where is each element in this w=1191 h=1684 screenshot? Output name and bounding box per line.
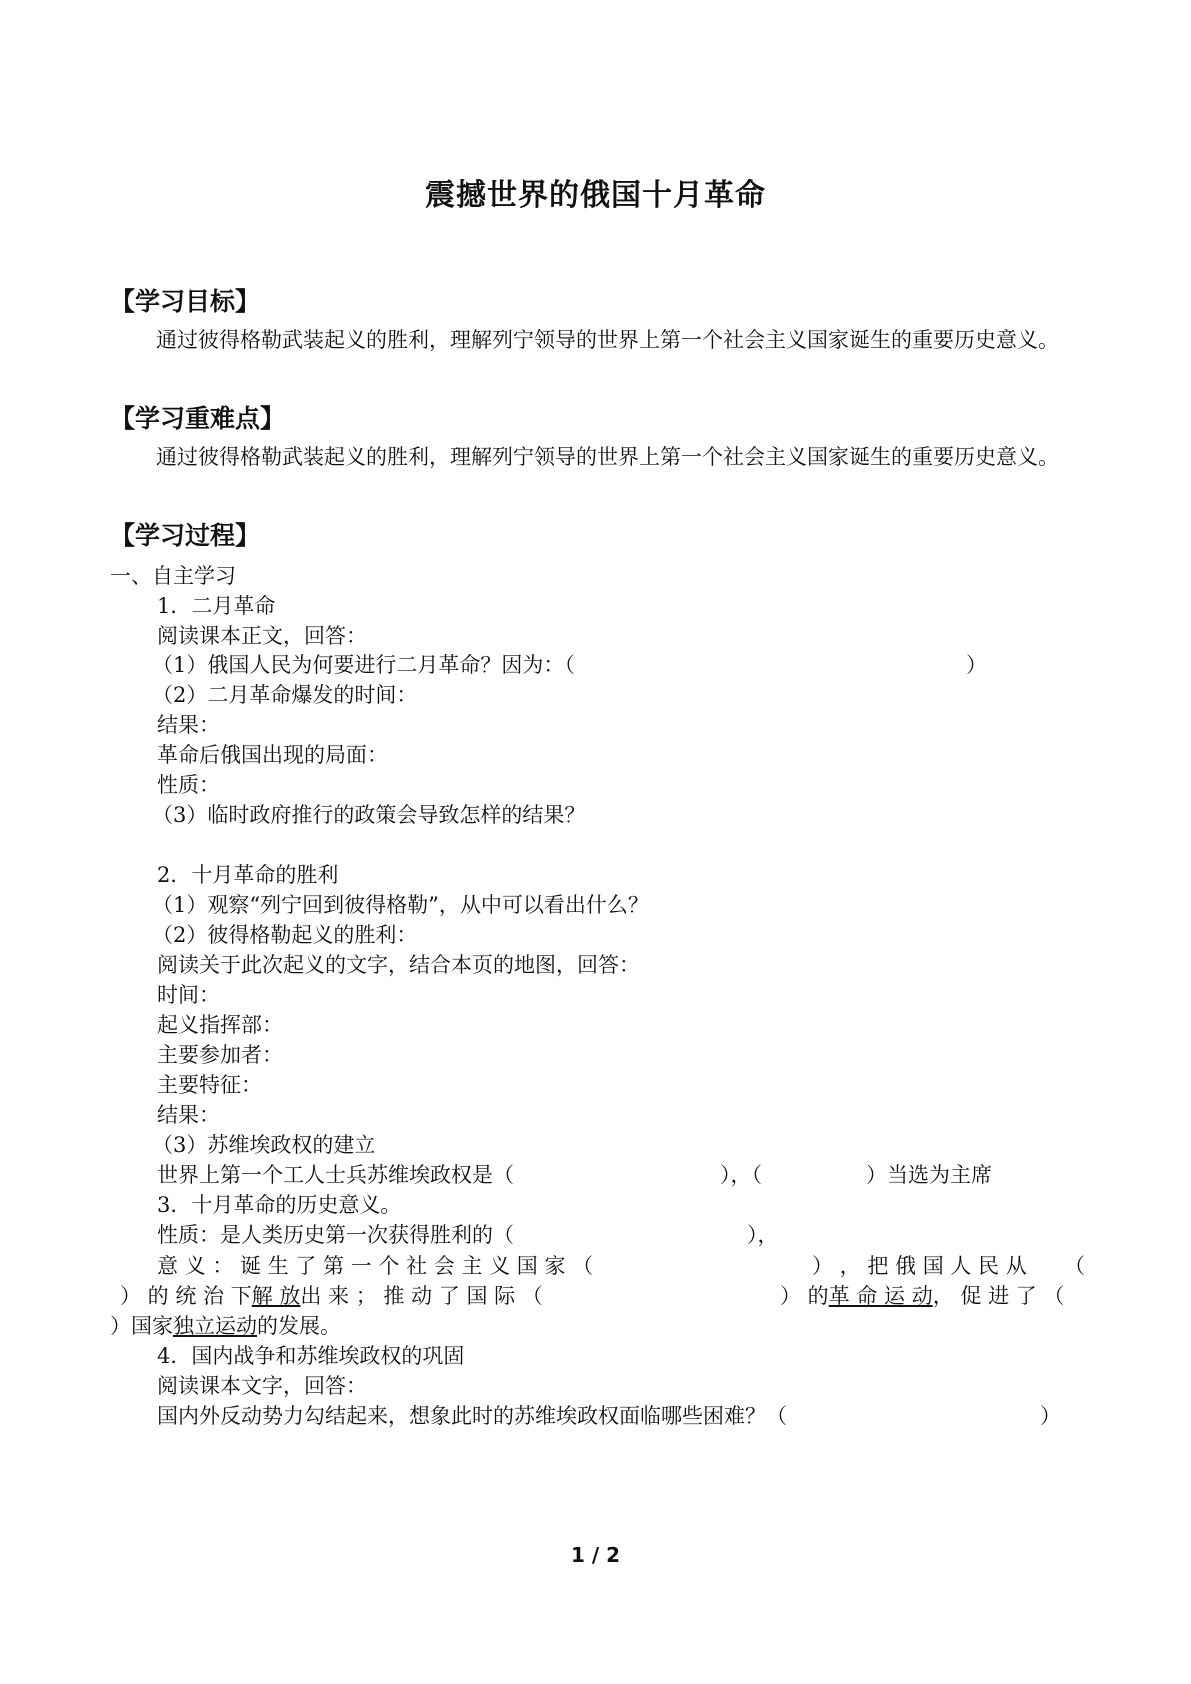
section1-q3: （3）临时政府推行的政策会导致怎样的结果？ bbox=[152, 803, 586, 827]
section3-m3-b: 的发展。 bbox=[257, 1314, 341, 1338]
section3-m3-a: ）国家 bbox=[110, 1314, 173, 1338]
section3-meaning-line3 bbox=[110, 1311, 341, 1341]
section2-soviet-a: 世界上第一个工人士兵苏维埃政权是（ bbox=[157, 1163, 514, 1187]
section2-soviet-b: ），（ bbox=[720, 1163, 762, 1187]
page-number: 1 / 2 bbox=[570, 1543, 621, 1567]
section3-m2-b: 出 来 ； 推 动 了 国 际 （ bbox=[300, 1284, 543, 1308]
section4-question-close: ） bbox=[1040, 1404, 1061, 1428]
section3-nature-a: 性质：是人类历史第一次获得胜利的（ bbox=[157, 1223, 514, 1247]
section3-meaning-a: 意 义 ： 诞 生 了 第 一 个 社 会 主 义 国 家 （ bbox=[157, 1254, 594, 1278]
section1-situation: 革命后俄国出现的局面： bbox=[157, 743, 388, 767]
section3-m2-d: ， 促 进 了 （ bbox=[932, 1284, 1065, 1308]
section2-q2: （2）彼得格勒起义的胜利： bbox=[152, 923, 418, 947]
section2-soviet-c: ）当选为主席 bbox=[866, 1163, 992, 1187]
section3-m2-revolution: 革 命 运 动 bbox=[828, 1284, 933, 1308]
process-heading: 【学习过程】 bbox=[110, 521, 261, 550]
section2-hq: 起义指挥部： bbox=[157, 1013, 283, 1037]
page-title: 震撼世界的俄国十月革命 bbox=[425, 178, 766, 213]
section2-participants: 主要参加者： bbox=[157, 1043, 283, 1067]
section4-read: 阅读课本文字，回答： bbox=[157, 1374, 367, 1398]
section2-time: 时间： bbox=[157, 983, 220, 1007]
section1-q1-close: ） bbox=[966, 653, 987, 677]
section2-q1: （1）观察“列宁回到彼得格勒”，从中可以看出什么？ bbox=[152, 893, 649, 917]
section3-m2-a: ） 的 统 治 下 bbox=[120, 1284, 252, 1308]
section1-q1: （1）俄国人民为何要进行二月革命？因为：（ bbox=[152, 653, 575, 677]
section3-nature-b: ）， bbox=[747, 1223, 779, 1247]
part1-label: 一、自主学习 bbox=[110, 564, 236, 588]
section1-read: 阅读课本正文，回答： bbox=[157, 624, 367, 648]
section3-m3-independence: 独立运动 bbox=[173, 1314, 257, 1338]
section2-result: 结果： bbox=[157, 1103, 220, 1127]
section3-meaning-line2 bbox=[120, 1281, 543, 1311]
goals-heading: 【学习目标】 bbox=[110, 287, 261, 316]
key-points-text: 通过彼得格勒武装起义的胜利，理解列宁领导的世界上第一个社会主义国家诞生的重要历史意义。 bbox=[156, 445, 1059, 469]
section2-read: 阅读关于此次起义的文字，结合本页的地图，回答： bbox=[157, 953, 640, 977]
section1-nature: 性质： bbox=[157, 773, 220, 797]
section3-title: 3．十月革命的历史意义。 bbox=[157, 1193, 402, 1217]
section1-q2: （2）二月革命爆发的时间： bbox=[152, 683, 418, 707]
section3-meaning-line2-right bbox=[780, 1281, 1064, 1311]
section2-q3: （3）苏维埃政权的建立 bbox=[152, 1133, 376, 1157]
section1-title: 1．二月革命 bbox=[157, 594, 276, 618]
section3-m2-liberate: 解 放 bbox=[251, 1284, 301, 1308]
key-points-heading: 【学习重难点】 bbox=[110, 404, 286, 433]
section3-meaning-c: （ bbox=[1064, 1254, 1085, 1278]
section2-features: 主要特征： bbox=[157, 1073, 262, 1097]
section1-result: 结果： bbox=[157, 713, 220, 737]
section4-question: 国内外反动势力勾结起来，想象此时的苏维埃政权面临哪些困难？（ bbox=[157, 1404, 787, 1428]
section2-title: 2．十月革命的胜利 bbox=[157, 863, 339, 887]
section3-meaning-b: ） ， 把 俄 国 人 民 从 bbox=[812, 1254, 1027, 1278]
section3-m2-c: ） 的 bbox=[780, 1284, 829, 1308]
section4-title: 4．国内战争和苏维埃政权的巩固 bbox=[157, 1344, 465, 1368]
goals-text: 通过彼得格勒武装起义的胜利，理解列宁领导的世界上第一个社会主义国家诞生的重要历史意义。 bbox=[156, 328, 1059, 352]
